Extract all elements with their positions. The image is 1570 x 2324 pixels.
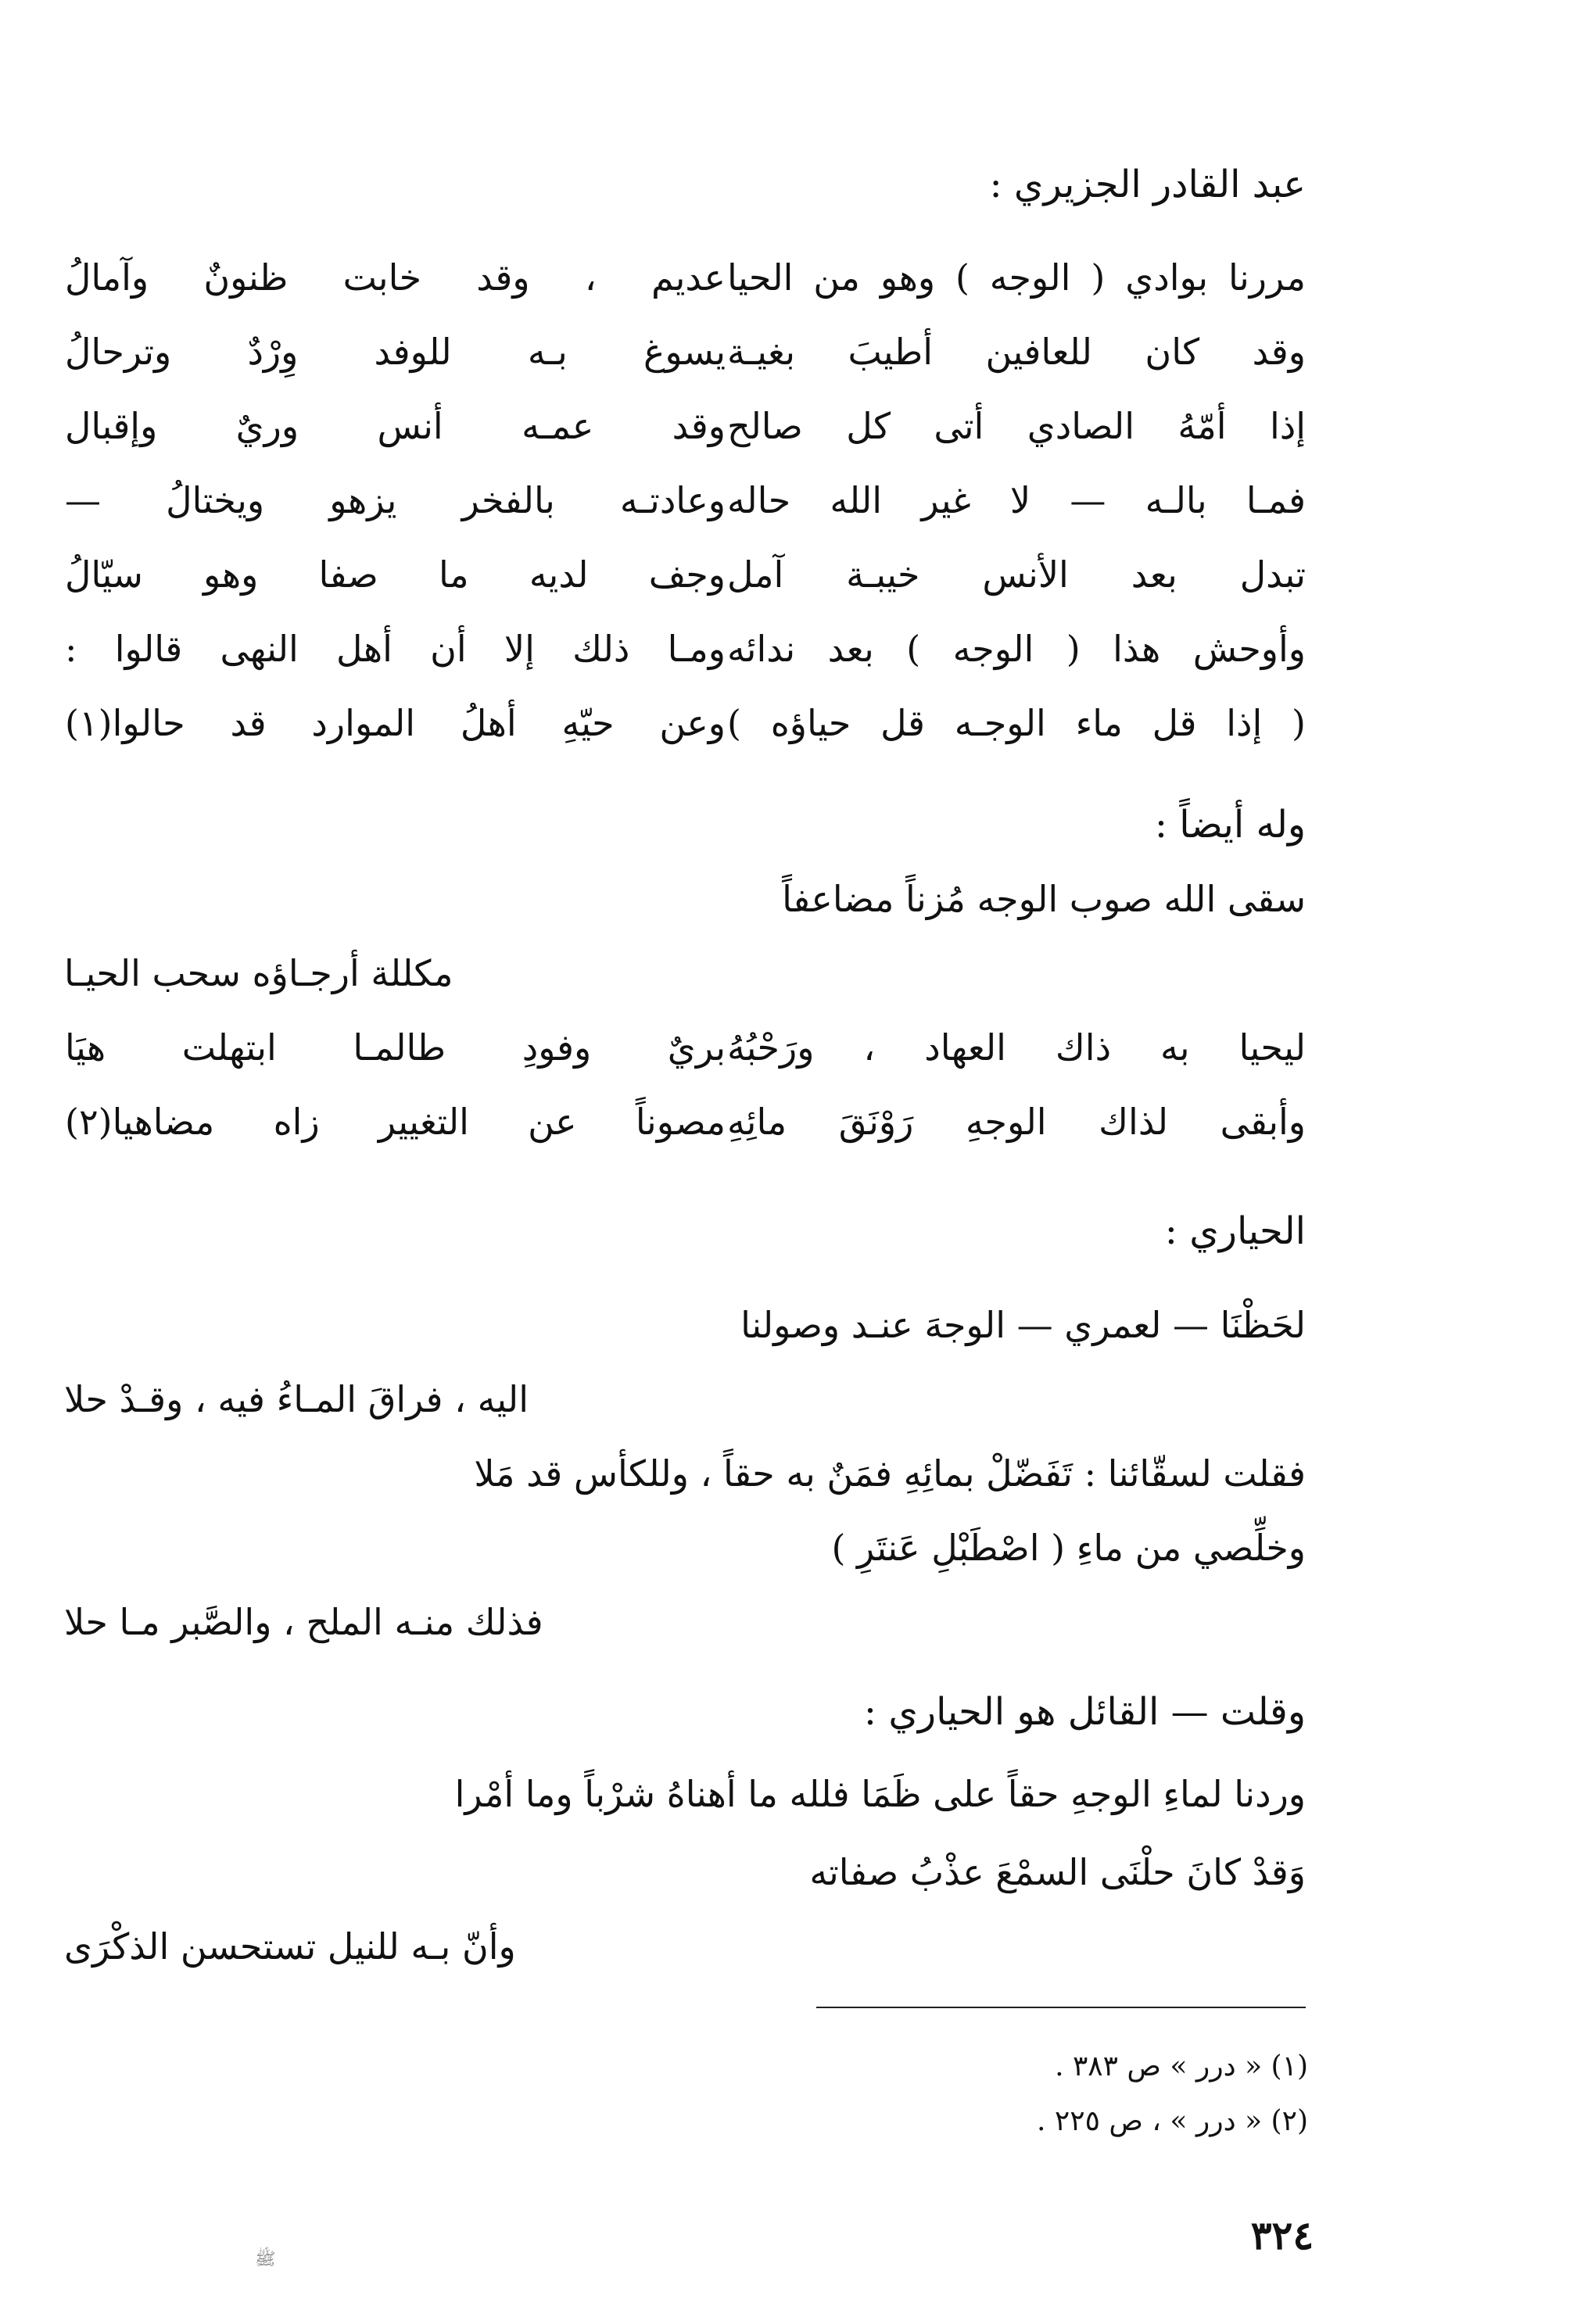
verse-first-hemistich: وأبقى لذاك الوجهِ رَوْنَقَ مائِهِ — [727, 1101, 1306, 1143]
poem-line: وخلِّصي من ماءِ ( اصْطَبْلِ عَنتَرِ ) — [831, 1527, 1306, 1569]
poem-line: لحَظْنَا — لعمري — الوجهَ عنـد وصولنا — [740, 1304, 1306, 1346]
verse-second-hemistich: وعن حيّهِ أهلُ الموارد قد حالوا(١) — [65, 702, 726, 744]
verse-first-hemistich: مررنا بوادي ( الوجه ) وهو من الحيا — [727, 256, 1306, 299]
verse-second-hemistich: ومـا ذلك إلا أن أهل النهى قالوا : — [65, 628, 726, 670]
poem-line: فقلت لسقّائنا : تَفَضّلْ بمائِهِ فمَنٌ به حقاً ، وللكأس قد مَلا — [474, 1452, 1306, 1495]
section-heading-jaziri: عبد القادر الجزيري : — [989, 163, 1306, 206]
verse-second-hemistich: عديم ، وقد خابت ظنونٌ وآمالُ — [65, 256, 726, 299]
verse-first-hemistich: وقد كان للعافين أطيبَ بغيـة — [727, 331, 1306, 373]
verse-first-hemistich: فمـا بالـه — لا غير الله حاله — [727, 479, 1306, 521]
verse-second-hemistich: وجف لديه ما صفا وهو سيّالُ — [65, 553, 726, 596]
verse-first-hemistich: تبدل بعد الأنس خيبـة آمل — [727, 553, 1306, 596]
section-heading-hiyari-said: وقلت — القائل هو الحياري : — [863, 1690, 1306, 1734]
footnote: (١) « درر » ص ٣٨٣ . — [1055, 2050, 1308, 2082]
poem-line: فذلك منـه الملح ، والصَّبر مـا حلا — [64, 1601, 543, 1643]
verse-second-hemistich: وعادتـه بالفخر يزهو ويختالُ — — [65, 479, 726, 521]
verse-first-hemistich: إذا أمّهُ الصادي أتى كل صالح — [727, 405, 1306, 447]
section-heading-hiyari: الحياري : — [1164, 1209, 1306, 1253]
verse-second-hemistich: مصوناً عن التغيير زاه مضاهيا(٢) — [65, 1101, 726, 1143]
section-heading-also: وله أيضاً : — [1154, 803, 1306, 847]
verse-first-hemistich: وأوحش هذا ( الوجه ) بعد ندائه — [727, 628, 1306, 670]
corner-mark: ﷺ — [255, 2250, 276, 2269]
verse-first-hemistich: ليحيا به ذاك العهاد ، ورَحْبُهُ — [727, 1026, 1306, 1069]
page-number: ٣٢٤ — [1250, 2212, 1314, 2258]
footnote: (٢) « درر » ، ص ٢٢٥ . — [1037, 2105, 1308, 2137]
verse-first-hemistich: ( إذا قل ماء الوجـه قل حياؤه ) — [727, 702, 1306, 744]
poem-line: اليه ، فراقَ المـاءُ فيه ، وقـدْ حلا — [64, 1378, 529, 1420]
verse-second-hemistich: بريٌ وفودِ طالمـا ابتهلت هيَا — [65, 1026, 726, 1069]
poem-line: وَقدْ كانَ حلْنَى السمْعَ عذْبُ صفاته — [809, 1851, 1306, 1893]
verse-second-hemistich: وقد عمـه أنس وريٌ وإقبال — [65, 405, 726, 447]
poem-line: وأنّ بـه للنيل تستحسن الذكْرَى — [64, 1925, 516, 1968]
poem-line: سقى الله صوب الوجه مُزناً مضاعفاً — [782, 878, 1306, 920]
footnote-divider — [816, 2007, 1306, 2008]
poem-line: مكللة أرجـاؤه سحب الحيـا — [64, 952, 453, 994]
poem-line: وردنا لماءِ الوجهِ حقاً على ظَمَا فلله ما أهناهُ شرْباً وما أمْرا — [454, 1773, 1306, 1815]
verse-second-hemistich: يسوغ بـه للوفد وِرْدٌ وترحالُ — [65, 331, 726, 373]
